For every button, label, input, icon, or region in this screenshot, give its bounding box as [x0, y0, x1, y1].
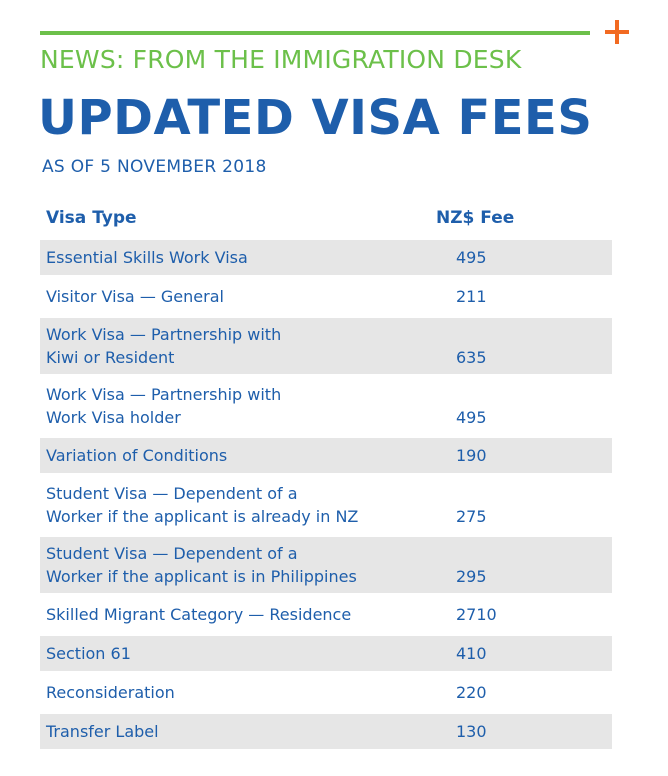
visa-type-cell — [46, 383, 281, 429]
table-row — [40, 438, 612, 473]
fee-cell: 495 — [456, 248, 487, 267]
visa-type-line: Work Visa — Partnership with — [46, 385, 282, 404]
fee-cell: 635 — [456, 348, 487, 367]
visa-type-line: Essential Skills Work Visa — [46, 248, 248, 267]
visa-type-line: Student Visa — Dependent of a — [46, 484, 298, 503]
visa-type-cell — [46, 542, 357, 588]
visa-type-cell — [46, 246, 248, 269]
table-row — [40, 318, 612, 374]
table-row — [40, 477, 612, 533]
page-title: UPDATED VISA FEES — [38, 90, 593, 146]
table-row — [40, 279, 612, 314]
visa-type-cell — [46, 603, 351, 626]
visa-type-line: Section 61 — [46, 644, 131, 663]
table-body — [40, 240, 612, 749]
visa-type-line: Transfer Label — [46, 722, 159, 741]
visa-type-line: Reconsideration — [46, 683, 175, 702]
visa-type-line: Work Visa — Partnership with — [46, 325, 282, 344]
visa-type-cell — [46, 482, 358, 528]
fee-cell: 211 — [456, 287, 487, 306]
visa-type-line: Worker if the applicant is in Philippines — [46, 567, 357, 586]
visa-type-cell — [46, 323, 281, 369]
fee-cell: 295 — [456, 567, 487, 586]
fee-cell: 495 — [456, 408, 487, 427]
visa-type-line: Visitor Visa — General — [46, 287, 224, 306]
visa-fee-table — [40, 200, 612, 753]
visa-type-line: Work Visa holder — [46, 408, 181, 427]
fee-cell: 220 — [456, 683, 487, 702]
table-row — [40, 537, 612, 593]
table-header — [40, 200, 612, 240]
table-row — [40, 240, 612, 275]
kicker: NEWS: FROM THE IMMIGRATION DESK — [40, 45, 522, 74]
visa-type-line: Skilled Migrant Category — Residence — [46, 605, 352, 624]
table-row — [40, 675, 612, 710]
page-subtitle: AS OF 5 NOVEMBER 2018 — [42, 157, 267, 177]
table-row — [40, 714, 612, 749]
visa-type-cell — [46, 444, 227, 467]
visa-type-line: Variation of Conditions — [46, 446, 228, 465]
visa-type-line: Worker if the applicant is already in NZ — [46, 507, 359, 526]
visa-type-cell — [46, 720, 159, 743]
fee-cell: 275 — [456, 507, 487, 526]
table-row — [40, 636, 612, 671]
fee-cell: 2710 — [456, 605, 497, 624]
fee-cell: 190 — [456, 446, 487, 465]
plus-icon — [605, 20, 629, 44]
visa-type-cell — [46, 642, 131, 665]
top-rule — [40, 31, 590, 35]
visa-type-cell — [46, 681, 175, 704]
visa-type-line: Student Visa — Dependent of a — [46, 544, 298, 563]
fee-cell: 130 — [456, 722, 487, 741]
visa-type-cell — [46, 285, 224, 308]
column-header-fee: NZ$ Fee — [436, 208, 515, 228]
table-row — [40, 597, 612, 632]
column-header-visa-type: Visa Type — [46, 208, 137, 228]
visa-type-line: Kiwi or Resident — [46, 348, 175, 367]
table-row — [40, 378, 612, 434]
fee-cell: 410 — [456, 644, 487, 663]
